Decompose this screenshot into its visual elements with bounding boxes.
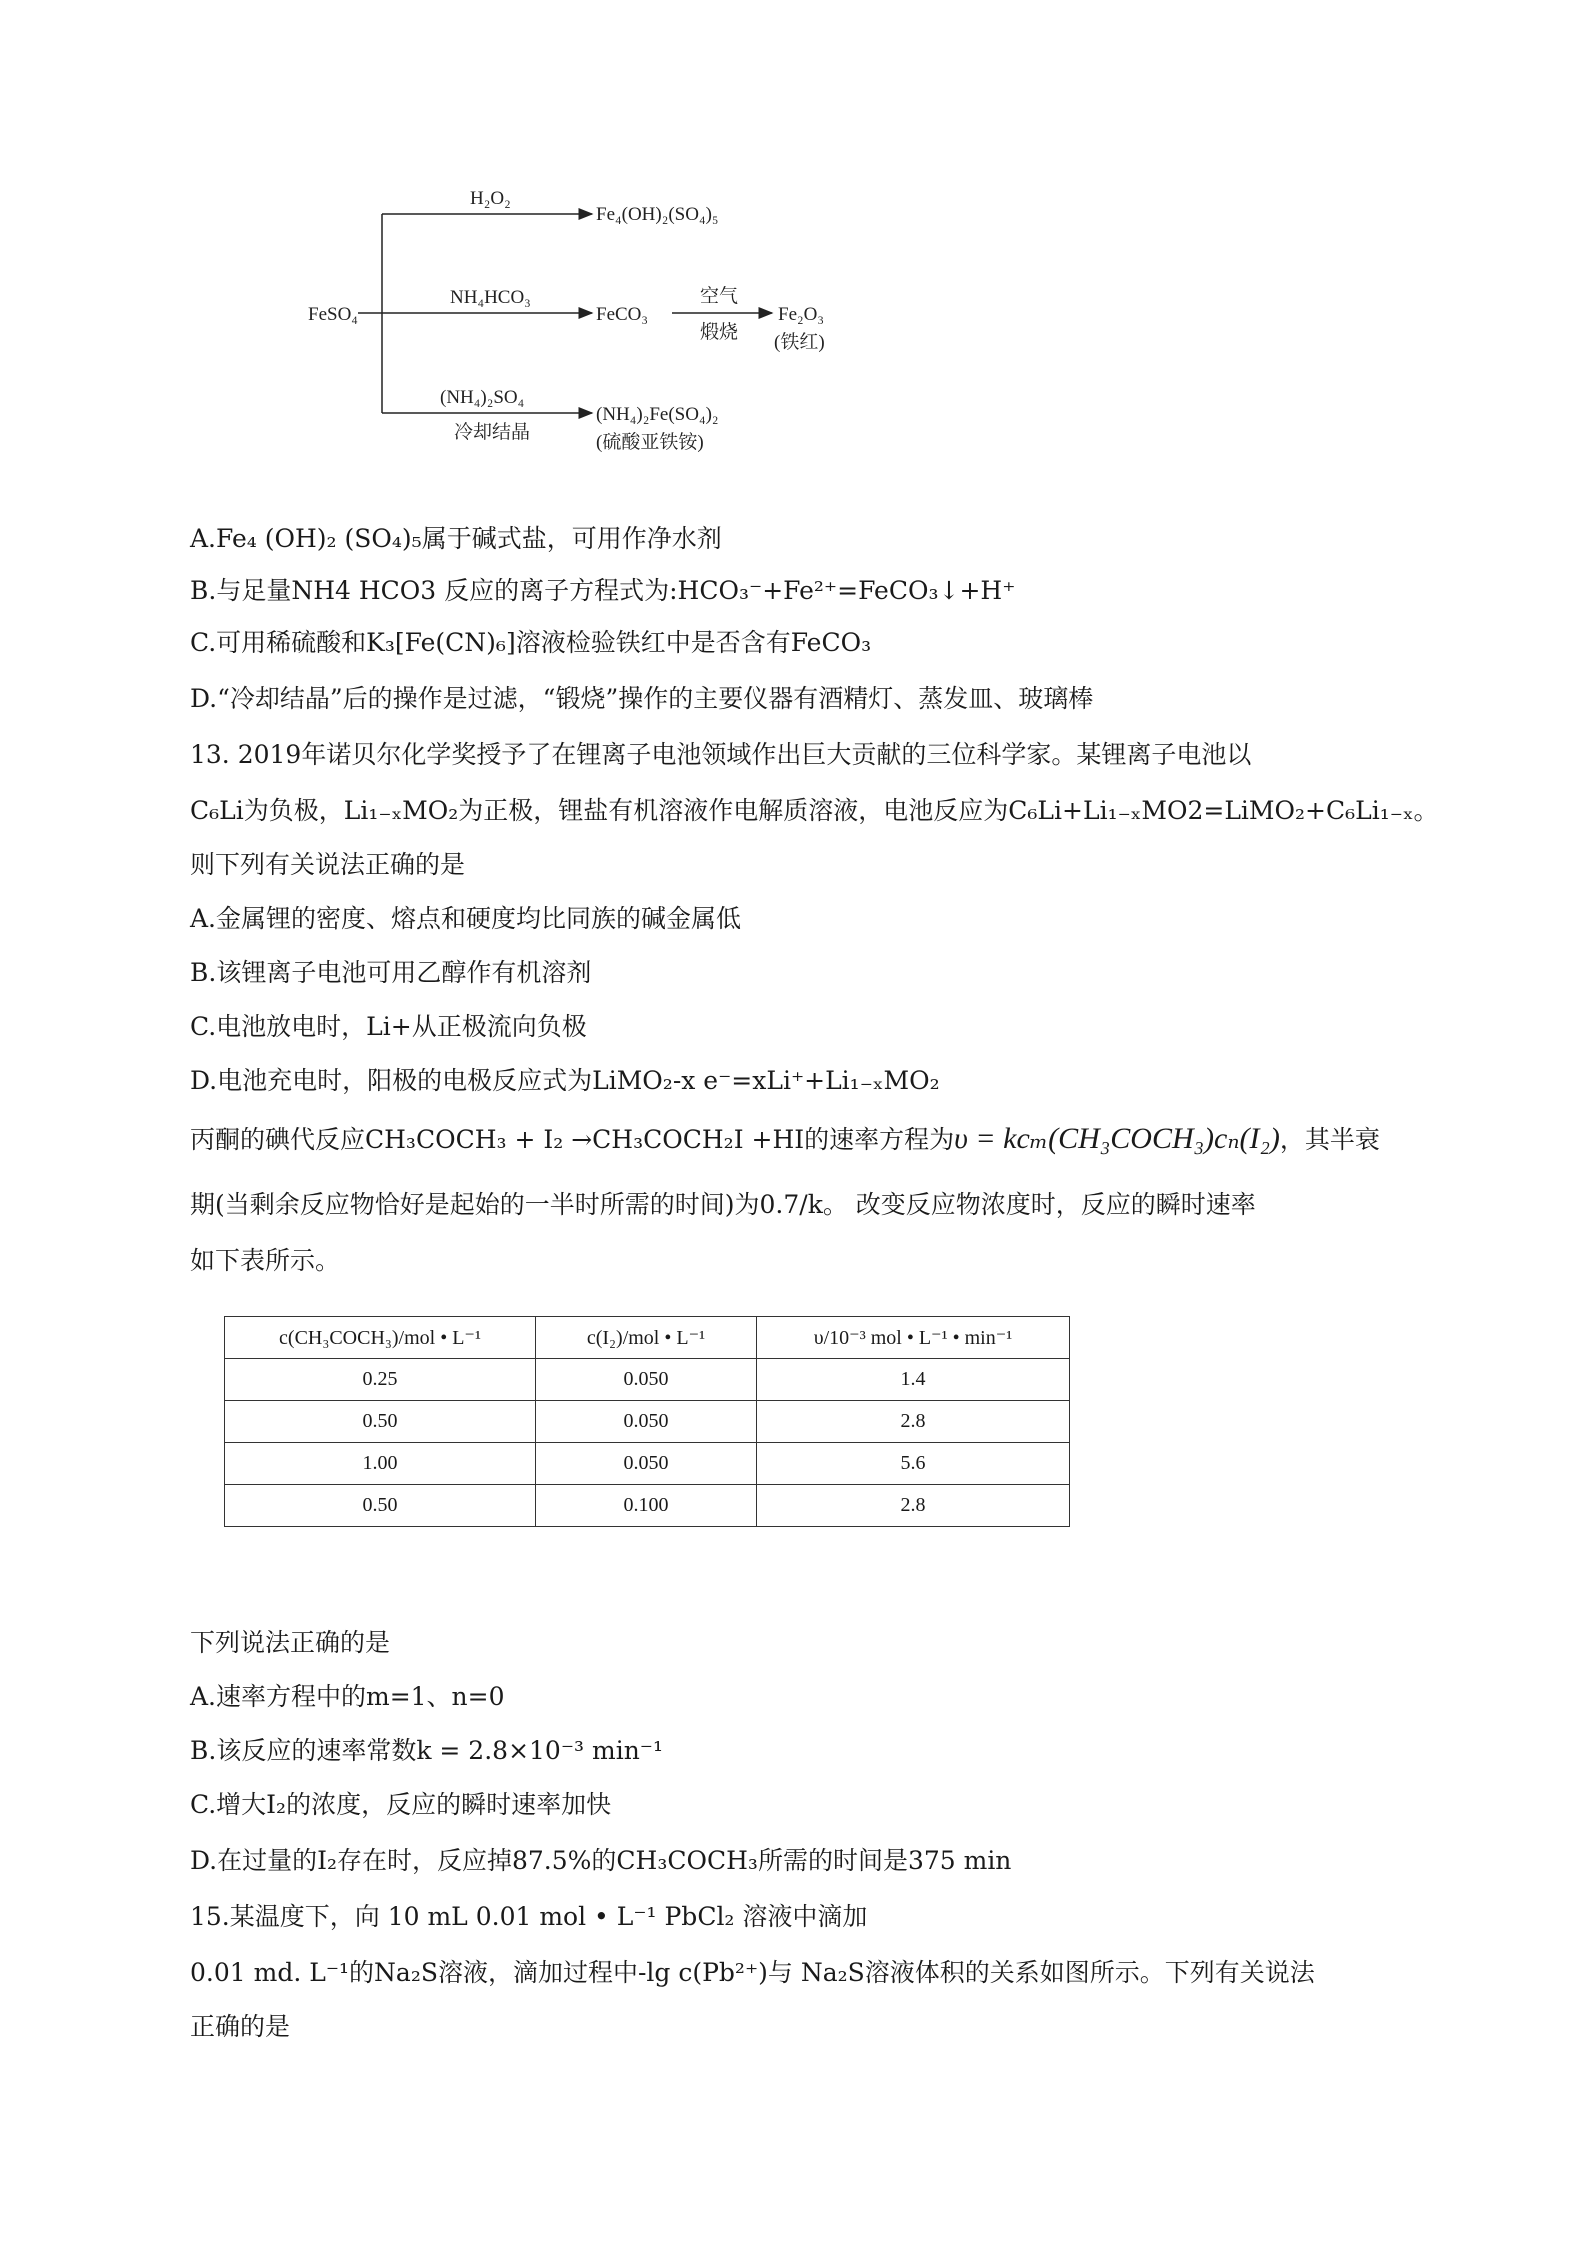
q13-option-a: A.金属锂的密度、熔点和硬度均比同族的碱金属低 [190, 904, 742, 933]
header-acetone: c(CH₃COCH₃)/mol • L⁻¹ [225, 1317, 536, 1359]
mid-reagent: NH₄HCO₃ [450, 287, 531, 308]
bot-reagent: (NH₄)₂SO₄ [440, 387, 525, 408]
bot-product: (NH₄)₂Fe(SO₄)₂ [596, 404, 719, 425]
q14-stem-2: 期(当剩余反应物恰好是起始的一半时所需的时间)为0.7/k。 改变反应物浓度时，反应的瞬时速率 [190, 1190, 1256, 1219]
cell-iodine: 0.050 [536, 1443, 757, 1485]
q12-option-c: C.可用稀硫酸和K₃[Fe(CN)₆]溶液检验铁红中是否含有FeCO₃ [190, 628, 872, 657]
q14-option-d: D.在过量的I₂存在时，反应掉87.5%的CH₃COCH₃所需的时间是375 min [190, 1846, 1012, 1875]
cell-acetone: 0.50 [225, 1401, 536, 1443]
cell-rate: 2.8 [757, 1485, 1070, 1527]
bot-note: (硫酸亚铁铵) [596, 432, 704, 453]
table-row [225, 1359, 1070, 1401]
cell-acetone: 1.00 [225, 1443, 536, 1485]
q14-option-c: C.增大I₂的浓度，反应的瞬时速率加快 [190, 1790, 612, 1819]
q12-option-b: B.与足量NH4 HCO3 反应的离子方程式为:HCO₃⁻+Fe²⁺=FeCO₃↓+H⁺ [190, 576, 1016, 605]
air-label: 空气 [700, 286, 739, 307]
q13-option-b: B.该锂离子电池可用乙醇作有机溶剂 [190, 958, 592, 987]
q14-option-a: A.速率方程中的m=1、n=0 [190, 1682, 505, 1711]
final-product: Fe₂O₃ [778, 304, 824, 325]
q13-stem-2: C₆Li为负极，Li₁₋ₓMO₂为正极，锂盐有机溶液作电解质溶液，电池反应为C₆Li+Li₁₋ₓMO2=LiMO₂+C₆Li₁₋ₓ。 [190, 796, 1439, 825]
reaction-flow-diagram [300, 170, 880, 470]
final-note: (铁红) [774, 332, 825, 353]
start-compound: FeSO₄ [308, 304, 358, 325]
table-row [225, 1443, 1070, 1485]
flow-diagram-svg [300, 170, 880, 470]
cell-rate: 1.4 [757, 1359, 1070, 1401]
q15-stem-3: 正确的是 [190, 2012, 291, 2041]
q15-stem-1: 15.某温度下，向 10 mL 0.01 mol • L⁻¹ PbCl₂ 溶液中滴加 [190, 1902, 868, 1931]
cell-iodine: 0.050 [536, 1401, 757, 1443]
cell-acetone: 0.25 [225, 1359, 536, 1401]
header-rate: υ/10⁻³ mol • L⁻¹ • min⁻¹ [757, 1317, 1070, 1359]
q14-stem-1 [190, 1122, 1380, 1157]
rate-data-table [224, 1316, 1070, 1527]
q13-stem-1: 13. 2019年诺贝尔化学奖授予了在锂离子电池领域作出巨大贡献的三位科学家。某锂离子电池以 [190, 740, 1252, 769]
calcine-label: 煅烧 [700, 322, 739, 343]
q14-option-b: B.该反应的速率常数k = 2.8×10⁻³ min⁻¹ [190, 1736, 664, 1765]
top-reagent: H₂O₂ [470, 188, 511, 209]
cell-acetone: 0.50 [225, 1485, 536, 1527]
cell-iodine: 0.100 [536, 1485, 757, 1527]
q13-option-c: C.电池放电时，Li+从正极流向负极 [190, 1012, 587, 1041]
mid-product: FeCO₃ [596, 304, 649, 325]
header-iodine: c(I₂)/mol • L⁻¹ [536, 1317, 757, 1359]
q14-prompt: 下列说法正确的是 [190, 1628, 391, 1657]
q13-option-d: D.电池充电时，阳极的电极反应式为LiMO₂-x e⁻=xLi⁺+Li₁₋ₓMO₂ [190, 1066, 940, 1095]
q14-stem-3: 如下表所示。 [190, 1246, 341, 1275]
q14-stem-pre: 丙酮的碘代反应CH₃COCH₃ + I₂ →CH₃COCH₂I +HI的速率方程为 [190, 1125, 955, 1154]
q15-stem-2: 0.01 md. L⁻¹的Na₂S溶液，滴加过程中-lg c(Pb²⁺)与 Na₂S溶液体积的关系如图所示。下列有关说法 [190, 1958, 1315, 1987]
table-row [225, 1401, 1070, 1443]
table-row [225, 1485, 1070, 1527]
cell-iodine: 0.050 [536, 1359, 757, 1401]
q13-stem-3: 则下列有关说法正确的是 [190, 850, 466, 879]
q12-option-a: A.Fe₄ (OH)₂ (SO₄)₅属于碱式盐，可用作净水剂 [190, 524, 722, 553]
q12-option-d: D.“冷却结晶”后的操作是过滤，“锻烧”操作的主要仪器有酒精灯、蒸发皿、玻璃棒 [190, 684, 1094, 713]
rate-equation: υ = kcₘ(CH₃COCH₃)cₙ(I₂) [954, 1122, 1280, 1155]
cell-rate: 5.6 [757, 1443, 1070, 1485]
top-product: Fe₄(OH)₂(SO₄)₅ [596, 204, 719, 225]
cell-rate: 2.8 [757, 1401, 1070, 1443]
q14-stem-post: ，其半衰 [1279, 1125, 1380, 1154]
table-header-row [225, 1317, 1070, 1359]
bot-condition: 冷却结晶 [454, 422, 531, 443]
